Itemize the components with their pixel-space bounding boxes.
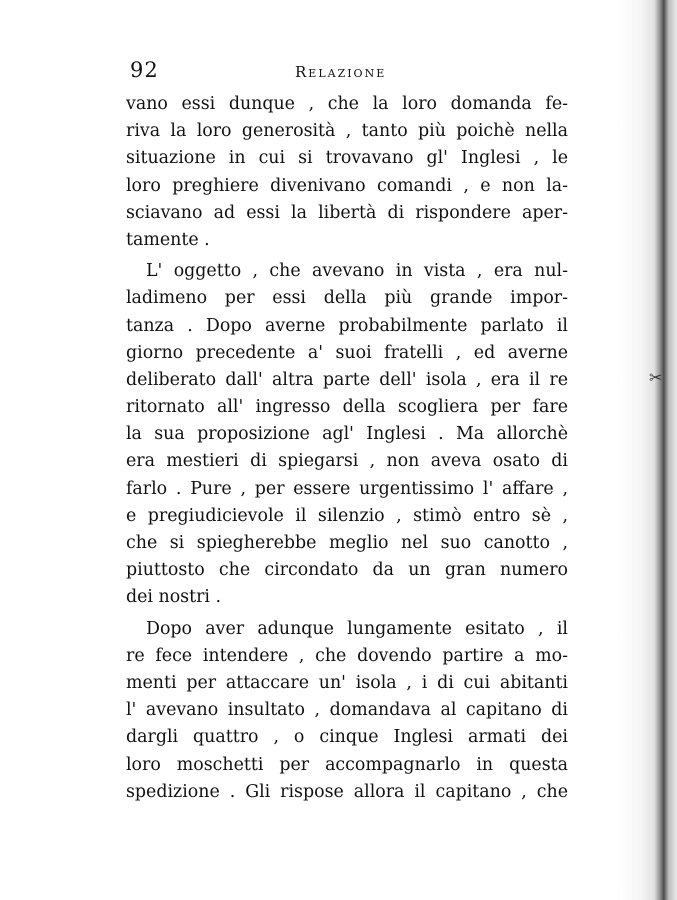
text-line: dargli quattro , o cinque Inglesi armati dei bbox=[126, 727, 568, 748]
text-line: tamente . bbox=[126, 229, 210, 250]
text-line: l' avevano insultato , domandava al capitano di bbox=[126, 700, 568, 721]
text-line: farlo . Pure , per essere urgentissimo l' affare , bbox=[126, 478, 568, 499]
text-line: ritornato all' ingresso della scogliera per fare bbox=[126, 397, 568, 418]
text-line: ladimeno per essi della più grande impor- bbox=[126, 288, 568, 309]
text-line: loro preghiere divenivano comandi , e non la- bbox=[126, 175, 568, 196]
text-line: sciavano ad essi la libertà di rispondere aper- bbox=[126, 202, 568, 223]
text-line: loro moschetti per accompagnarlo in questa bbox=[126, 754, 568, 775]
page-number: 92 bbox=[130, 58, 159, 82]
text-line: spedizione . Gli rispose allora il capitano , che bbox=[126, 781, 568, 802]
body-text bbox=[126, 91, 568, 806]
text-line: tanza . Dopo averne probabilmente parlato il bbox=[126, 315, 568, 336]
text-line: menti per attaccare un' isola , i di cui abitanti bbox=[126, 672, 568, 693]
text-line: giorno precedente a' suoi fratelli , ed averne bbox=[126, 342, 568, 363]
binding-spine bbox=[617, 0, 677, 900]
text-line: piuttosto che circondato da un gran numero bbox=[126, 560, 568, 581]
spine-thread: ✂ bbox=[649, 368, 663, 387]
text-line: che si spiegherebbe meglio nel suo canotto , bbox=[126, 533, 568, 553]
text-line: e pregiudicievole il silenzio , stimò entro sè , bbox=[126, 505, 568, 526]
text-line: Dopo aver adunque lungamente esitato , il bbox=[146, 618, 568, 639]
text-line: L' oggetto , che avevano in vista , era nul- bbox=[146, 261, 568, 282]
text-line: situazione in cui si trovavano gl' Inglesi , le bbox=[126, 148, 568, 169]
page-header bbox=[130, 58, 570, 88]
text-line: era mestieri di spiegarsi , non aveva osato di bbox=[126, 451, 568, 472]
text-line: deliberato dall' altra parte dell' isola , era il re bbox=[126, 369, 568, 390]
text-line: dei nostri . bbox=[126, 587, 222, 608]
text-line: re fece intendere , che dovendo partire a mo- bbox=[126, 645, 568, 666]
text-line: riva la loro generosità , tanto più poichè nella bbox=[126, 121, 568, 142]
text-line: vano essi dunque , che la loro domanda fe- bbox=[126, 94, 568, 114]
text-line: la sua proposizione agl' Inglesi . Ma allorchè bbox=[126, 424, 568, 445]
running-title: Relazione bbox=[295, 63, 387, 81]
